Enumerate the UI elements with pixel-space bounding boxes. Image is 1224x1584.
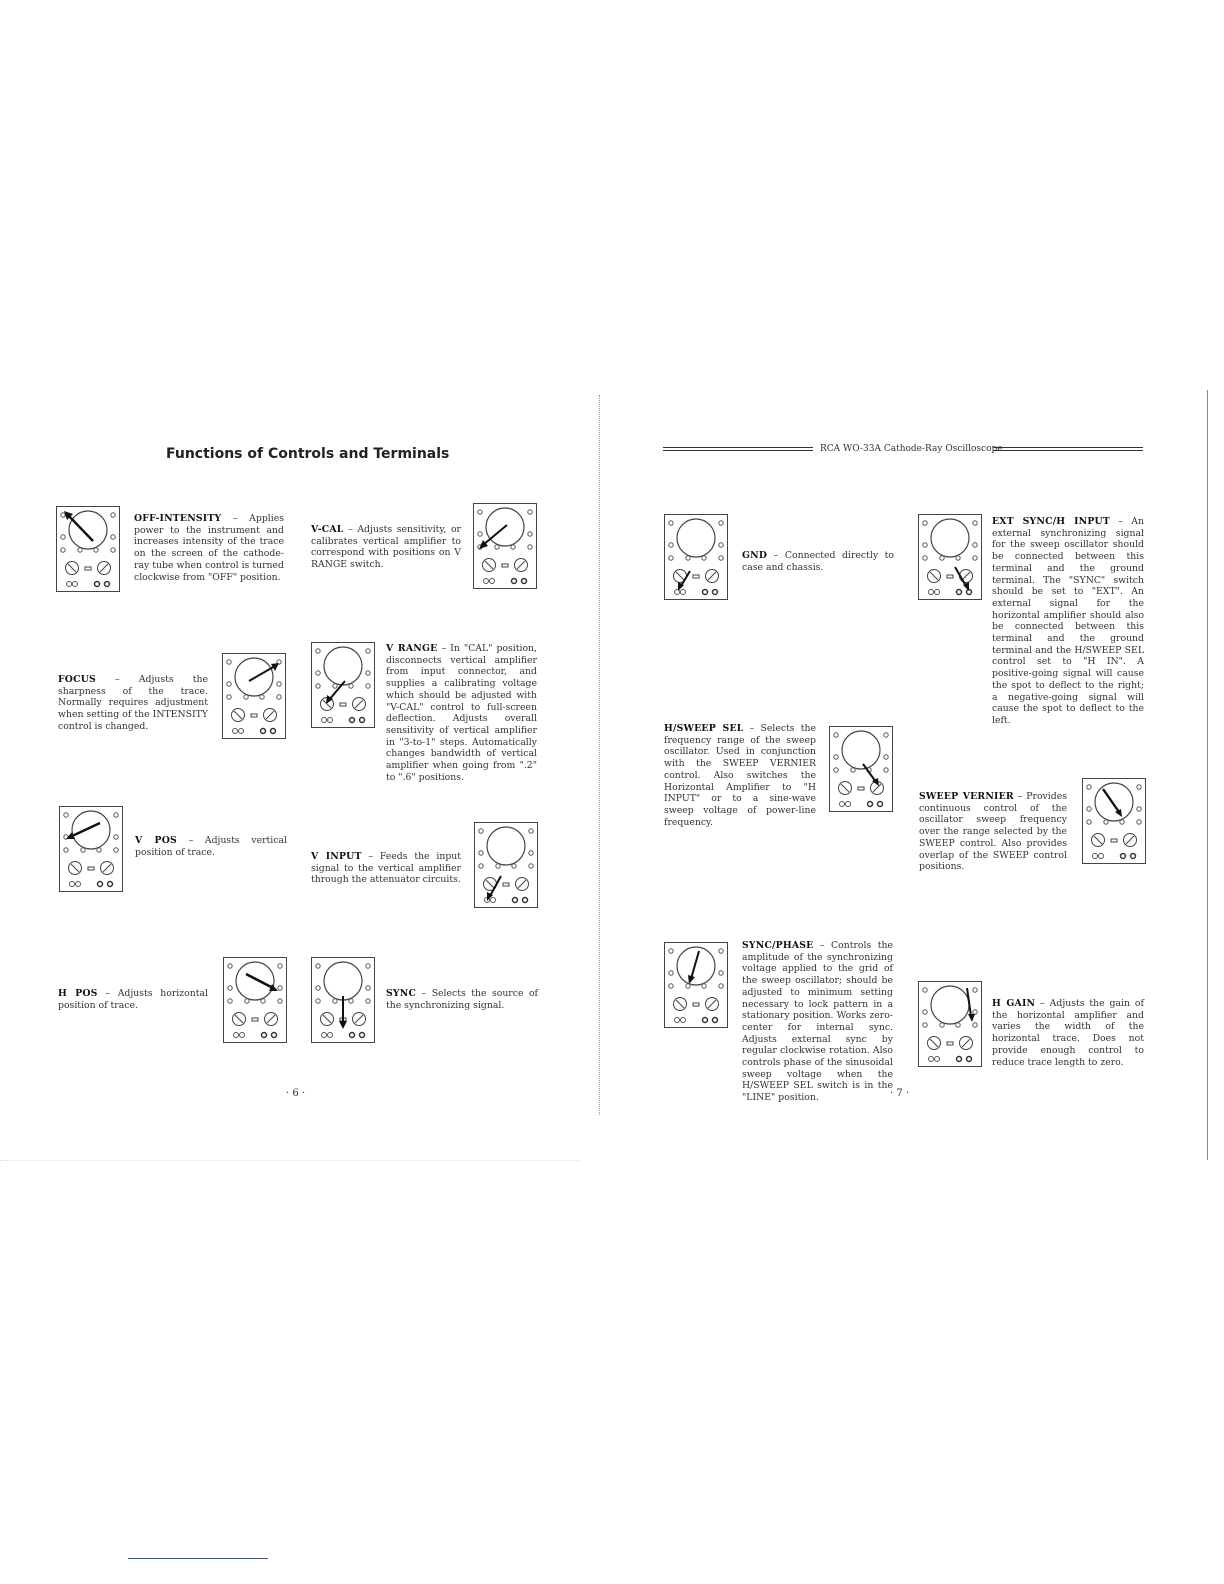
desc-v-input: – Feeds the input signal to the vertical amplifier through the attenuator circuits. [311,851,462,886]
term-h-pos: H POS [58,988,98,999]
panel-diagram-v-pos [59,806,123,892]
item-h-sweep-sel [664,723,816,828]
desc-sweep-vernier: – Provides continuous control of the oscillator sweep frequency over the range selected by the SWEEP control. Also provides overlap of the SWEEP control positions. [919,791,1067,873]
item-v-input [311,851,461,886]
desc-off-intensity: – Applies power to the instrument and increases intensity of the trace on the screen of the cathode-ray tube when control is turned clockwise from "OFF" position. [134,513,284,583]
item-v-pos [135,835,287,858]
term-v-input: V INPUT [311,851,362,862]
term-h-sweep-sel: H/SWEEP SEL [664,723,744,734]
term-off-intensity: OFF-INTENSITY [134,513,222,524]
term-focus: FOCUS [58,674,96,685]
item-sync [386,988,538,1011]
item-v-cal [311,524,461,571]
term-v-range: V RANGE [386,643,438,654]
desc-h-gain: – Adjusts the gain of the horizontal amplifier and varies the width of the horizontal trace. Does not provide enough control to reduce trace length to zero. [992,998,1144,1068]
page-number-right: · 7 · [890,1088,910,1099]
term-sweep-vernier: SWEEP VERNIER [919,791,1014,802]
header-rule-right [993,447,1143,451]
item-sweep-vernier [919,791,1067,873]
desc-ext-sync-h-input: – An external synchronizing signal for the sweep oscillator should be connected between this terminal and the ground terminal. The "SYNC" switch should be set to "EXT". An external signal for the horizontal amplifier should also be connected between this terminal and the ground terminal and the H/SWEEP SEL control set to "H IN". A positive-going signal will cause the spot to deflect to the right; a negative-going signal will cause the spot to deflect to the left. [992,516,1145,726]
panel-diagram-v-cal [473,503,537,589]
item-ext-sync-h-input [918,516,1144,727]
panel-diagram-sweep-vernier [1082,778,1146,864]
item-off-intensity [134,513,284,583]
term-sync-phase: SYNC/PHASE [742,940,814,951]
scan-artifact-line [0,1160,580,1161]
desc-v-pos: – Adjusts vertical position of trace. [135,835,287,858]
term-gnd: GND [742,550,768,561]
term-v-pos: V POS [135,835,177,846]
item-sync-phase [664,940,893,1104]
desc-h-pos: – Adjusts horizontal position of trace. [58,988,208,1011]
desc-v-cal: – Adjusts sensitivity, or calibrates vertical amplifier to correspond with positions on V RANGE switch. [311,524,461,571]
item-h-gain [992,998,1144,1068]
item-v-range [311,643,537,783]
right-page-edge-line [1207,390,1208,1160]
page-title: Functions of Controls and Terminals [166,446,450,462]
panel-diagram-h-sweep-sel [829,726,893,812]
desc-gnd: – Connected directly to case and chassis. [742,550,894,573]
item-gnd [742,550,894,573]
panel-diagram-off-intensity [56,506,120,592]
desc-focus: – Adjusts the sharpness of the trace. Normally requires adjustment when setting of the INTENSITY control is changed. [58,674,208,732]
term-h-gain: H GAIN [992,998,1036,1009]
panel-diagram-h-gain [918,981,982,1067]
desc-v-range: – In "CAL" position, disconnects vertical amplifier from input connector, and supplies a calibrating voltage which should be adjusted with "V-CAL" control to full-screen deflection. Adjusts overall sensitivity of vertical amplifier in "3-to-1" steps. Automatically changes bandwidth of vertical amplifier when going from ".2" to ".6" positions. [386,643,537,783]
term-ext-sync-h-input: EXT SYNC/H INPUT [992,516,1110,527]
panel-diagram-v-input [474,822,538,908]
desc-h-sweep-sel: – Selects the frequency range of the sweep oscillator. Used in conjunction with the SWEEP VERNIER control. Also switches the Horizontal Amplifier to "H INPUT" or to a sine-wave sweep voltage of power-line frequency. [664,723,816,828]
panel-diagram-gnd [664,514,728,600]
left-page-edge-line [599,395,600,1115]
page-number-left: · 6 · [286,1088,306,1099]
desc-sync: – Selects the source of the synchronizing signal. [386,988,538,1011]
running-header: RCA WO-33A Cathode-Ray Oscilloscope [820,444,1003,454]
bottom-link-line [128,1558,268,1559]
term-v-cal: V-CAL [311,524,344,535]
panel-diagram-sync [311,957,375,1043]
panel-diagram-focus [222,653,286,739]
term-sync: SYNC [386,988,417,999]
item-h-pos [58,988,208,1011]
header-rule-left [663,447,813,451]
desc-sync-phase: – Controls the amplitude of the synchronizing voltage applied to the grid of the sweep oscillator; should be adjusted to minimum setting necessary to lock pattern in a stationary position. Works zero-center for internal sync. Adjusts external sync by regular clockwise rotation. Also controls phase of the sinusoidal sweep voltage when the H/SWEEP SEL switch is in the "LINE" position. [742,940,893,1104]
item-focus [58,674,208,733]
panel-diagram-h-pos [223,957,287,1043]
